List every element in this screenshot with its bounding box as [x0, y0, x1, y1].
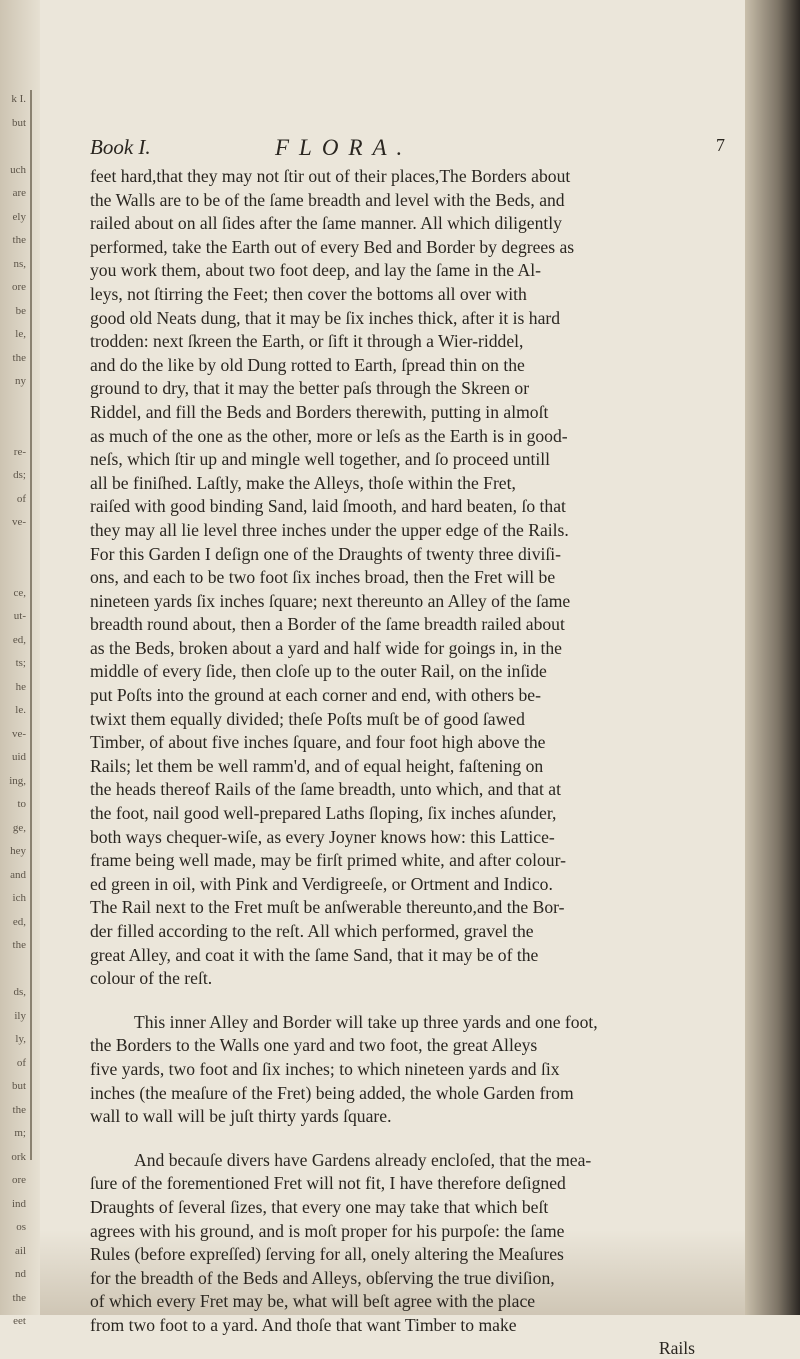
adjacent-page-fragment — [0, 535, 28, 559]
text-line: agrees with his ground, and is moſt proper for his purpoſe: the ſame — [90, 1220, 565, 1241]
adjacent-page-fragment: he — [15, 680, 26, 693]
text-line: five yards, two foot and ſix inches; to which nineteen yards and ſix — [90, 1058, 560, 1079]
text-line: ſure of the forementioned Fret will not fit, I have therefore deſigned — [90, 1173, 566, 1194]
text-line: colour of the reſt. — [90, 968, 213, 989]
adjacent-page-fragment: ge, — [12, 821, 26, 834]
adjacent-page-fragment: ns, — [13, 257, 26, 270]
paragraph-1 — [90, 165, 695, 991]
text-line: the Walls are to be of the ſame breadth and level with the Beds, and — [90, 189, 565, 210]
adjacent-page-fragment: le, — [15, 328, 26, 340]
adjacent-page-fragment: to — [17, 798, 26, 810]
text-line: performed, take the Earth out of every Bed and Border by degrees as — [90, 236, 575, 257]
adjacent-page-fragment: eet — [13, 1315, 26, 1327]
text-line: Riddel, and fill the Beds and Borders therewith, putting in almoſt — [90, 401, 549, 422]
text-line: great Alley, and coat it with the ſame Sand, that it may be of the — [90, 944, 539, 965]
adjacent-page-fragment: the — [12, 1103, 26, 1116]
page-number: 7 — [716, 135, 725, 155]
text-line: all be finiſhed. Laſtly, make the Alleys, thoſe within the Fret, — [90, 472, 516, 493]
adjacent-page-fragment: hey — [10, 845, 26, 857]
adjacent-page-fragment: ore — [11, 281, 26, 293]
adjacent-page-fragment: k I. — [11, 93, 26, 105]
adjacent-page-fragment: the — [12, 939, 26, 951]
adjacent-page-fragment: are — [12, 187, 26, 199]
adjacent-page-fragment: ce, — [13, 586, 26, 599]
adjacent-page-fragment: of — [16, 492, 26, 505]
adjacent-page-fragment: ich — [12, 892, 26, 904]
adjacent-page-fragment: ail — [15, 1244, 26, 1257]
text-line: and do the like by old Dung rotted to Earth, ſpread thin on the — [90, 354, 525, 375]
gutter-rule — [30, 90, 32, 1160]
text-line: for the breadth of the Beds and Alleys, obſerving the true diviſion, — [90, 1267, 555, 1288]
text-line: ed green in oil, with Pink and Verdigreeſe, or Ortment and Indico. — [90, 873, 553, 894]
page-body — [90, 135, 725, 1359]
text-line: ons, and each to be two foot ſix inches broad, then the Fret will be — [90, 567, 556, 588]
text-line: middle of every ſide, then cloſe up to the outer Rail, on the inſide — [90, 661, 547, 682]
text-line: breadth round about, then a Border of the ſame breadth railed about — [90, 614, 565, 635]
adjacent-page-fragment: uid — [11, 751, 26, 763]
text-line: both ways chequer-wiſe, as every Joyner knows how: this Lattice- — [90, 826, 555, 847]
text-line: Timber, of about five inches ſquare, and four foot high above the — [90, 732, 546, 753]
text-line: ground to dry, that it may the better paſs through the Skreen or — [90, 378, 530, 399]
text-line: they may all lie level three inches under the upper edge of the Rails. — [90, 519, 569, 540]
text-line: This inner Alley and Border will take up three yards and one foot, — [134, 1011, 598, 1032]
adjacent-page-fragment — [0, 558, 28, 582]
adjacent-page-fragment: ed, — [12, 633, 26, 646]
adjacent-page-edge — [0, 0, 40, 1327]
text-line: The Rail next to the Fret muſt be anſwerable thereunto,and the Bor- — [90, 897, 565, 918]
adjacent-page-fragment: ed, — [12, 915, 26, 928]
text-line: wall to wall will be juſt thirty yards ſquare. — [90, 1106, 392, 1127]
adjacent-page-fragment: ing, — [9, 774, 26, 787]
text-line: And becauſe divers have Gardens already encloſed, that the mea- — [134, 1149, 592, 1170]
adjacent-page-fragment: the — [12, 351, 26, 364]
adjacent-page-fragment: ny — [15, 375, 26, 387]
adjacent-page-fragment — [0, 417, 28, 441]
text-line: neſs, which ſtir up and mingle well together, and ſo proceed untill — [90, 449, 551, 470]
adjacent-page-fragment: ut- — [13, 610, 26, 622]
text-line: der filled according to the reſt. All which performed, gravel the — [90, 921, 534, 941]
adjacent-page-fragment: ts; — [15, 657, 26, 669]
text-line: twixt them equally divided; theſe Poſts muſt be of good ſawed — [90, 708, 525, 729]
book-number: Book I. — [90, 135, 151, 159]
adjacent-page-text-fragments — [0, 88, 28, 1334]
adjacent-page-fragment: uch — [10, 163, 26, 176]
adjacent-page-fragment — [0, 394, 28, 418]
text-line: Rules (before expreſſed) ſerving for all, onely altering the Meaſures — [90, 1244, 564, 1265]
adjacent-page-fragment: the — [12, 234, 26, 246]
text-line: nineteen yards ſix inches ſquare; next thereunto an Alley of the ſame — [90, 590, 571, 611]
text-line: feet hard,that they may not ſtir out of their places,The Borders about — [90, 166, 571, 186]
text-line: as the Beds, broken about a yard and half wide for goings in, in the — [90, 637, 562, 658]
text-line: railed about on all ſides after the ſame manner. All which diligently — [90, 213, 562, 234]
paragraph-2 — [90, 1011, 695, 1129]
running-header — [90, 135, 725, 165]
adjacent-page-fragment — [0, 135, 28, 159]
adjacent-page-fragment — [0, 958, 28, 982]
text-line: the Borders to the Walls one yard and two foot, the great Alleys — [90, 1035, 538, 1056]
adjacent-page-fragment: re- — [13, 445, 26, 458]
running-title: FLORA. — [275, 135, 413, 160]
paragraph-3 — [90, 1149, 695, 1338]
text-line: the heads thereof Rails of the ſame breadth, unto which, and that at — [90, 779, 561, 800]
adjacent-page-fragment: m; — [14, 1127, 26, 1139]
text-line: leys, not ſtirring the Feet; then cover the bottoms all over with — [90, 283, 527, 304]
text-line: Rails; let them be well ramm'd, and of equal height, faſtening on — [90, 755, 544, 776]
adjacent-page-fragment: le. — [15, 704, 26, 716]
adjacent-page-fragment: ve- — [11, 727, 26, 740]
adjacent-page-fragment: but — [11, 116, 26, 129]
text-line: raiſed with good binding Sand, laid ſmooth, and hard beaten, ſo that — [90, 496, 566, 517]
adjacent-page-fragment: be — [15, 304, 26, 317]
adjacent-page-fragment: ind — [11, 1197, 26, 1210]
adjacent-page-fragment: of — [16, 1056, 26, 1069]
text-line: inches (the meaſure of the Fret) being added, the whole Garden from — [90, 1082, 574, 1103]
adjacent-page-fragment: ily — [14, 1009, 26, 1022]
adjacent-page-fragment: ly, — [15, 1033, 26, 1045]
text-line: the foot, nail good well-prepared Laths ſloping, ſix inches aſunder, — [90, 803, 557, 824]
text-line: as much of the one as the other, more or leſs as the Earth is in good- — [90, 425, 568, 446]
text-line: you work them, about two foot deep, and lay the ſame in the Al- — [90, 260, 541, 281]
adjacent-page-fragment: nd — [15, 1268, 26, 1280]
adjacent-page-fragment: the — [12, 1291, 26, 1304]
adjacent-page-fragment: and — [10, 868, 26, 881]
right-page-edge — [745, 0, 800, 1315]
adjacent-page-fragment: ely — [12, 210, 26, 223]
catchword: Rails — [658, 1337, 695, 1358]
adjacent-page-fragment: ork — [11, 1150, 26, 1163]
text-line: Draughts of ſeveral ſizes, that every one may take that which beſt — [90, 1196, 549, 1217]
adjacent-page-fragment: os — [16, 1221, 26, 1233]
adjacent-page-fragment: ore — [11, 1174, 26, 1186]
text-line: good old Neats dung, that it may be ſix inches thick, after it is hard — [90, 307, 561, 328]
text-line: trodden: next ſkreen the Earth, or ſift it through a Wier-riddel, — [90, 331, 524, 352]
text-line: For this Garden I deſign one of the Draughts of twenty three diviſi- — [90, 543, 562, 564]
text-line: from two foot to a yard. And thoſe that want Timber to make — [90, 1314, 517, 1335]
text-line: frame being well made, may be firſt primed white, and after colour- — [90, 850, 566, 871]
text-line: of which every Fret may be, what will beſt agree with the place — [90, 1291, 536, 1312]
text-line: put Poſts into the ground at each corner and end, with others be- — [90, 685, 541, 706]
adjacent-page-fragment: ds; — [13, 469, 26, 481]
adjacent-page-fragment: but — [11, 1080, 26, 1092]
adjacent-page-fragment: ds, — [13, 986, 26, 998]
adjacent-page-fragment: ve- — [11, 516, 26, 528]
